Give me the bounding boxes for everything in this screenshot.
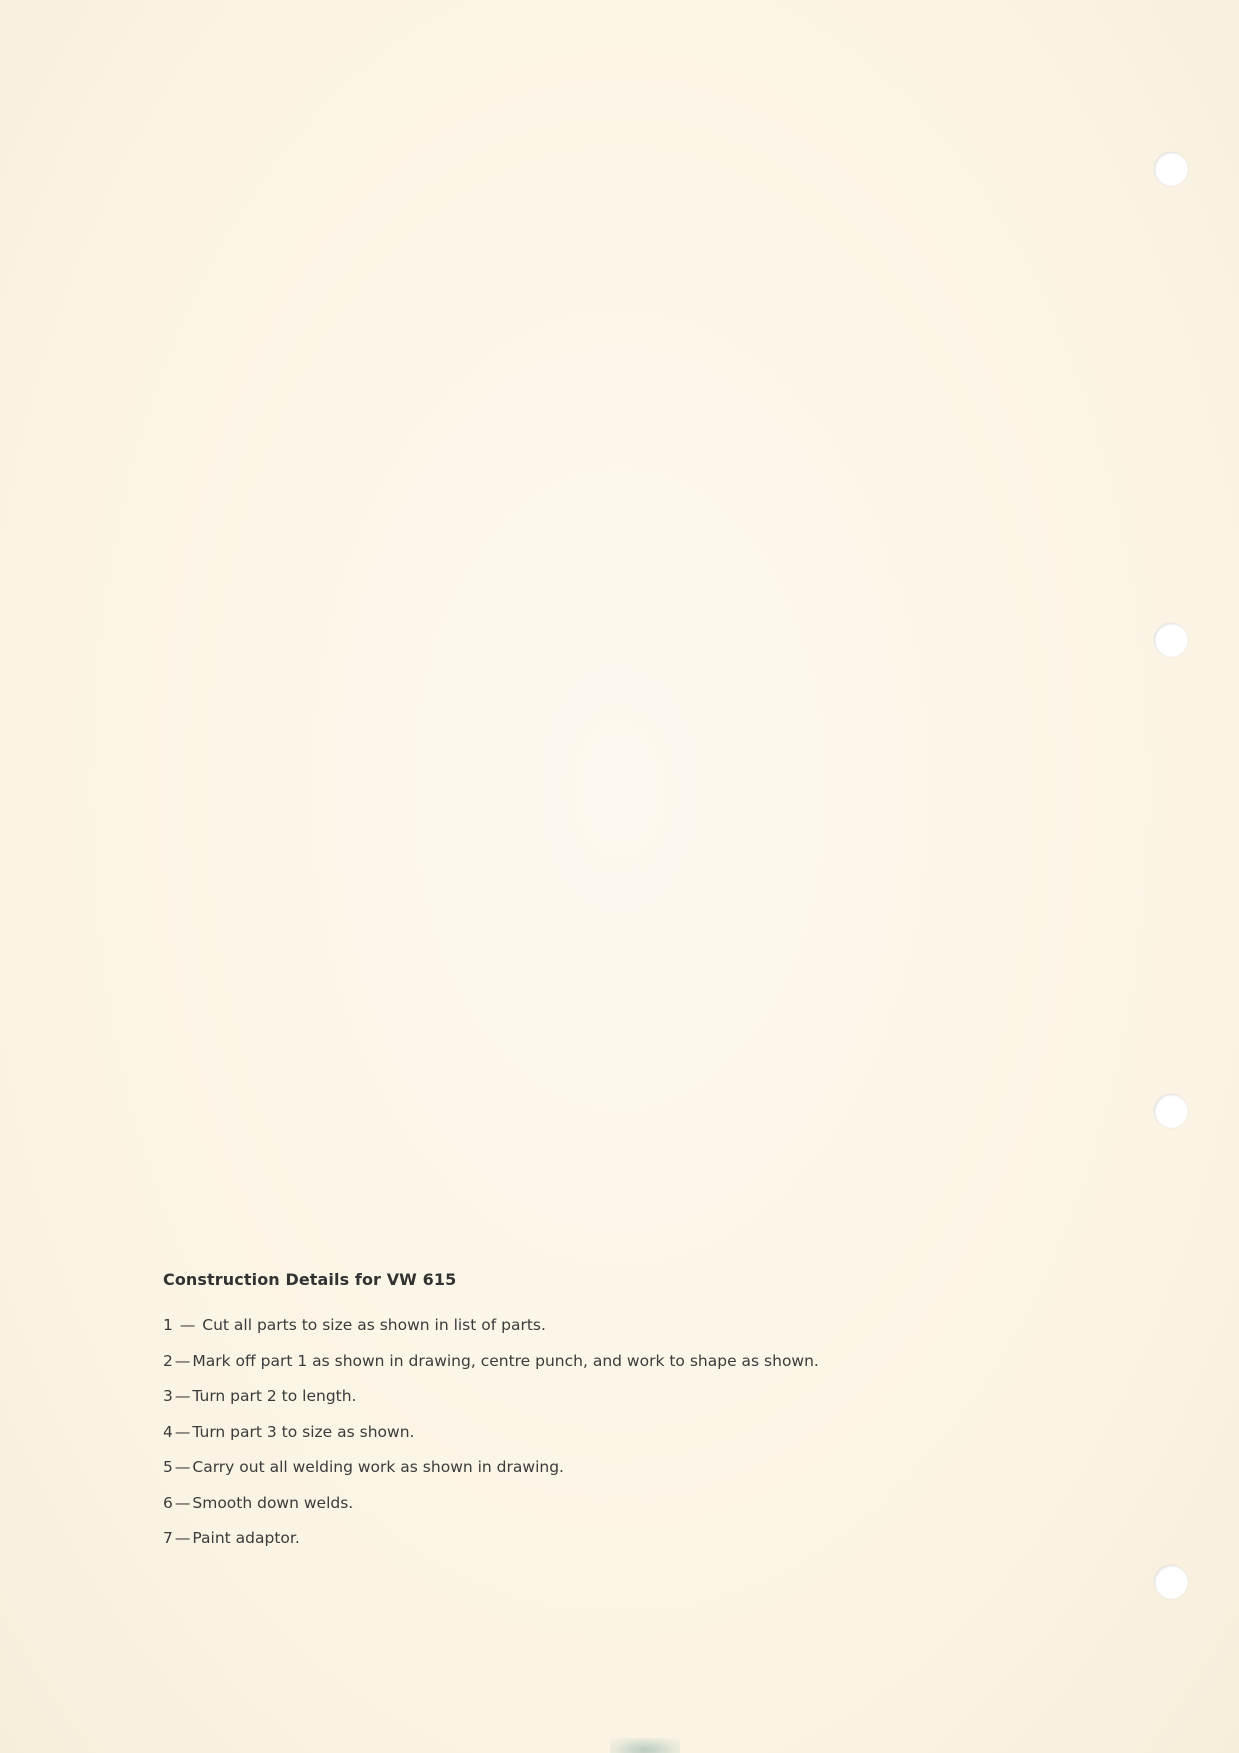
- step-text: Paint adaptor.: [192, 1529, 300, 1547]
- step-text: Carry out all welding work as shown in drawing.: [192, 1458, 564, 1476]
- list-item: [163, 1457, 1063, 1477]
- punch-hole: [1154, 1094, 1188, 1128]
- step-text: Smooth down welds.: [192, 1493, 354, 1512]
- step-dash: —: [174, 1458, 191, 1476]
- punch-hole: [1154, 623, 1188, 657]
- step-number: 7: [163, 1529, 173, 1547]
- step-text: Mark off part 1 as shown in drawing, centre punch, and work to shape as shown.: [192, 1351, 819, 1370]
- list-item: [163, 1493, 1063, 1513]
- step-text: Cut all parts to size as shown in list of parts.: [202, 1316, 546, 1334]
- step-number: 3: [163, 1387, 173, 1405]
- step-dash: —: [179, 1316, 196, 1334]
- step-number: 4: [163, 1422, 173, 1441]
- step-dash: —: [174, 1493, 191, 1512]
- list-item: [163, 1315, 1063, 1335]
- step-text: Turn part 3 to size as shown.: [192, 1422, 415, 1441]
- section-heading: Construction Details for VW 615: [163, 1270, 457, 1289]
- list-item: [163, 1351, 1063, 1371]
- punch-hole: [1154, 152, 1188, 186]
- construction-details-section: [163, 1270, 1063, 1564]
- step-dash: —: [174, 1529, 191, 1547]
- step-dash: —: [174, 1422, 191, 1441]
- step-dash: —: [174, 1351, 191, 1370]
- step-number: 6: [163, 1493, 173, 1512]
- list-item: [163, 1422, 1063, 1442]
- step-number: 1: [163, 1316, 173, 1334]
- punch-hole: [1154, 1565, 1188, 1599]
- steps-list: [163, 1315, 1063, 1548]
- list-item: [163, 1386, 1063, 1406]
- step-dash: —: [174, 1387, 191, 1405]
- step-number: 2: [163, 1351, 173, 1370]
- step-number: 5: [163, 1458, 173, 1476]
- list-item: [163, 1528, 1063, 1548]
- step-text: Turn part 2 to length.: [192, 1387, 357, 1405]
- scan-smudge: [610, 1738, 680, 1753]
